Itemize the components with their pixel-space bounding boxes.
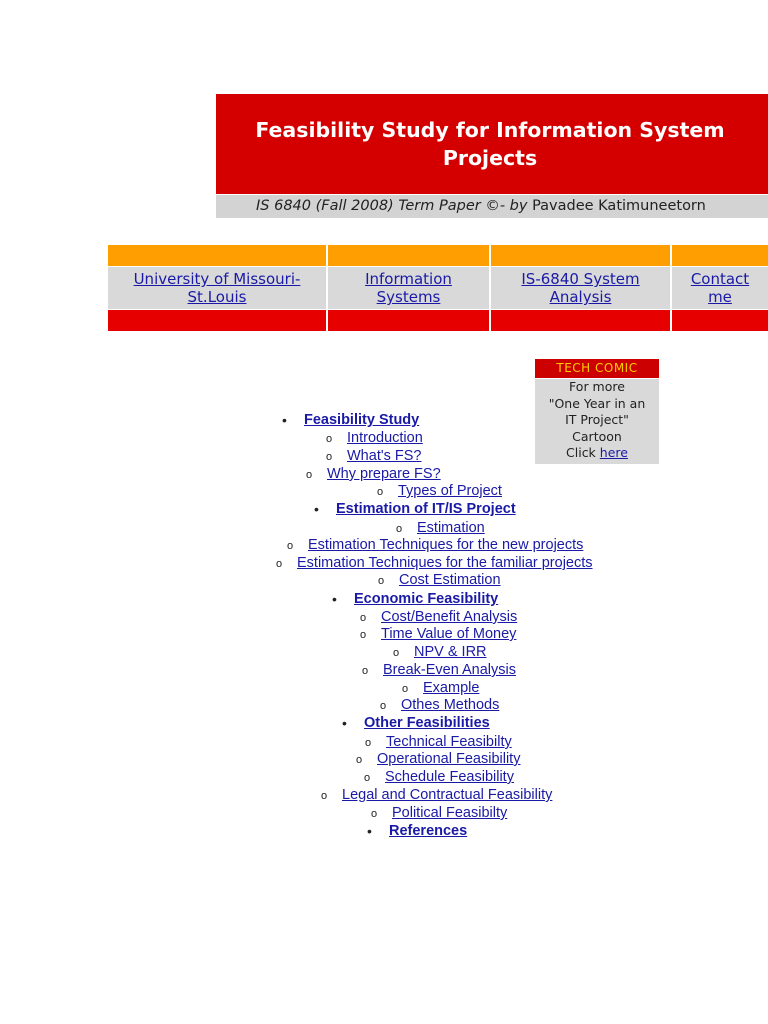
nav-cell-body [491,267,670,309]
toc-link[interactable]: Feasibility Study [304,412,420,428]
toc-link[interactable]: Legal and Contractual Feasibility [342,787,553,803]
toc-item-cost-benefit-analysis [360,608,518,626]
page-title-line1: Feasibility Study for Information System [255,118,725,142]
tech-comic-heading: TECH COMIC [535,359,659,378]
toc-item-estimation-new-projects [287,536,584,554]
nav-top-strip [672,245,768,266]
comic-text-line: For more [569,379,625,394]
nav-link-system-analysis[interactable] [521,270,639,306]
toc-item-legal-contractual-feasibility [321,786,553,804]
nav-link-line2: St.Louis [187,288,247,306]
nav-bottom-strip [672,310,768,331]
nav-top-strip [491,245,670,266]
toc-item-introduction [326,429,423,447]
nav-link-line1: Information [365,270,452,288]
toc-link[interactable]: Why prepare FS? [327,466,441,482]
toc-link[interactable]: Types of Project [398,483,502,499]
toc-item-technical-feasibility [365,733,512,751]
nav-link-line1: IS-6840 System [521,270,640,288]
toc-item-break-even-analysis [362,661,516,679]
circle-bullet-icon: o [276,558,283,570]
bullet-icon: • [314,501,319,517]
circle-bullet-icon: o [356,754,363,766]
comic-here-link[interactable]: here [599,445,628,460]
circle-bullet-icon: o [396,523,403,535]
circle-bullet-icon: o [326,451,333,463]
nav-cell-body [328,267,489,309]
nav-top-strip [108,245,326,266]
toc-item-references [367,822,468,840]
toc-item-political-feasibility [371,804,508,822]
toc-link[interactable]: Operational Feasibility [377,751,521,767]
toc-item-other-feasibilities [342,714,490,732]
toc-item-cost-estimation [378,571,501,589]
copyright-label: ©- by [485,198,528,214]
toc-link[interactable]: Othes Methods [401,697,500,713]
nav-link-line2: me [708,288,732,306]
author-name: Pavadee Katimuneetorn [532,198,706,214]
circle-bullet-icon: o [402,683,409,695]
nav-bottom-strip [491,310,670,331]
nav-link-line1: Contact [690,270,750,288]
toc-item-othes-methods [380,696,500,714]
toc-link[interactable]: Economic Feasibility [354,591,499,607]
nav-link-information-systems[interactable] [365,270,452,306]
page-title-line2: Projects [442,146,538,170]
nav-cell-body [672,267,768,309]
toc-item-economic-feasibility [332,590,499,608]
toc-link[interactable]: Technical Feasibilty [386,734,512,750]
circle-bullet-icon: o [377,486,384,498]
tech-comic-box [535,359,659,464]
toc-link[interactable]: Example [423,680,480,696]
bullet-icon: • [342,715,347,731]
circle-bullet-icon: o [365,737,372,749]
toc-link[interactable]: What's FS? [347,448,422,464]
toc-item-example [402,679,480,697]
nav-link-line1: University of Missouri- [133,270,301,288]
circle-bullet-icon: o [364,772,371,784]
toc-link[interactable]: Introduction [347,430,423,446]
toc-link[interactable]: Cost/Benefit Analysis [381,609,518,625]
nav-bottom-strip [328,310,489,331]
toc-link[interactable]: References [389,823,468,839]
nav-cell-information-systems [328,245,489,331]
circle-bullet-icon: o [321,790,328,802]
nav-link-umsl[interactable] [134,270,301,306]
comic-text-line: "One Year in an [548,395,646,411]
circle-bullet-icon: o [378,575,385,587]
circle-bullet-icon: o [287,540,294,552]
toc-link[interactable]: Other Feasibilities [364,715,490,731]
toc-link[interactable]: Time Value of Money [381,626,517,642]
comic-click-label: Click [566,445,596,460]
nav-top-strip [328,245,489,266]
toc-link[interactable]: Break-Even Analysis [383,662,516,678]
toc-link[interactable]: Estimation Techniques for the new projects [308,537,584,553]
toc-link[interactable]: Estimation [417,520,485,536]
circle-bullet-icon: o [371,808,378,820]
toc-item-feasibility-study [282,411,420,429]
toc-item-types-of-project [377,482,502,500]
circle-bullet-icon: o [380,700,387,712]
nav-cell-contact [672,245,768,331]
toc-item-schedule-feasibility [364,768,514,786]
toc-link[interactable]: Cost Estimation [399,572,501,588]
title-banner [216,94,768,194]
toc-item-why-prepare-fs [306,465,441,483]
nav-cell-system-analysis [491,245,670,331]
toc-item-operational-feasibility [356,750,521,768]
toc-item-npv-irr [393,643,487,661]
toc-link[interactable]: Schedule Feasibility [385,769,514,785]
circle-bullet-icon: o [306,469,313,481]
page-title [216,116,764,172]
toc-link[interactable]: Political Feasibilty [392,805,508,821]
toc-link[interactable]: Estimation Techniques for the familiar projects [297,555,593,571]
course-label: IS 6840 (Fall 2008) Term Paper [256,198,481,214]
circle-bullet-icon: o [360,612,367,624]
toc-item-estimation-familiar-projects [276,554,593,572]
toc-link[interactable]: Estimation of IT/IS Project [336,501,516,517]
nav-bar [108,245,768,331]
comic-text-line: IT Project" [565,412,629,427]
bullet-icon: • [332,591,337,607]
circle-bullet-icon: o [326,433,333,445]
nav-link-line2: Analysis [549,288,612,306]
bullet-icon: • [367,823,372,839]
tech-comic-body [535,379,659,464]
nav-cell-umsl [108,245,326,331]
circle-bullet-icon: o [393,647,400,659]
toc-link[interactable]: NPV & IRR [414,644,487,660]
comic-text-line: Cartoon [572,428,622,444]
nav-bottom-strip [108,310,326,331]
nav-cell-body [108,267,326,309]
comic-click-line [535,445,659,462]
toc-item-estimation-it-is [314,500,516,518]
bullet-icon: • [282,412,287,428]
subtitle-bar [216,195,768,218]
toc-item-whats-fs [326,447,422,465]
circle-bullet-icon: o [362,665,369,677]
toc-item-time-value-of-money [360,625,517,643]
circle-bullet-icon: o [360,629,367,641]
toc-item-estimation [396,519,485,537]
nav-link-contact[interactable] [691,270,749,306]
nav-link-line2: Systems [376,288,441,306]
